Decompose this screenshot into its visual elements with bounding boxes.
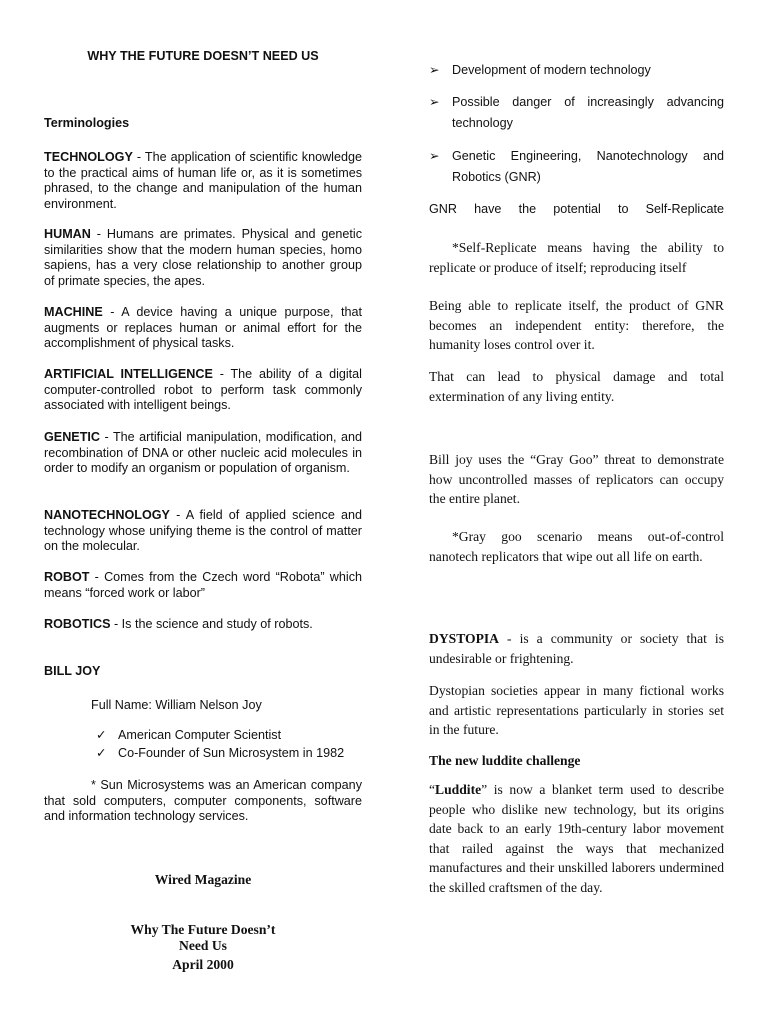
term-label: ROBOTICS	[44, 617, 111, 631]
fact-item	[96, 728, 362, 744]
luddite-heading: The new luddite challenge	[429, 753, 581, 768]
term-definition: - Humans are primates. Physical and genetic similarities show that the modern human species, homo sapiens, has a very close relationship to another group of primate species, the apes.	[44, 227, 362, 288]
term-label: HUMAN	[44, 227, 91, 241]
term-definition: - A device having a unique purpose, that augments or replaces human or animal effort for the accomplishment of physical tasks.	[44, 305, 362, 351]
bullet-item	[429, 92, 724, 133]
gray-goo-paragraph: Bill joy uses the “Gray Goo” threat to demonstrate how uncontrolled masses of replicators can occupy the entire planet.	[429, 452, 724, 506]
term-machine	[44, 305, 362, 352]
self-replicate-note: *Self-Replicate means having the ability to replicate or produce of itself; reproducing itself	[429, 240, 724, 275]
bullet-item	[429, 60, 724, 81]
term-label: MACHINE	[44, 305, 103, 319]
term-definition: - The application of scientific knowledge to the practical aims of human life or, as it is sometimes phrased, to the change and manipulation of the human environment.	[44, 150, 362, 211]
terminologies-heading: Terminologies	[44, 116, 130, 130]
full-name: Full Name: William Nelson Joy	[91, 698, 262, 712]
term-definition: - Comes from the Czech word “Robota” which means “forced work or labor”	[44, 570, 362, 600]
term-definition: - Is the science and study of robots.	[110, 617, 313, 631]
dystopian-paragraph: Dystopian societies appear in many fictional works and artistic representations particularly in stories set in the future.	[429, 683, 724, 737]
term-artificial-intelligence	[44, 367, 362, 414]
magazine-name: Wired Magazine	[154, 872, 252, 887]
dystopia-definition	[429, 629, 724, 668]
fact-text: American Computer Scientist	[118, 728, 282, 742]
term-human	[44, 227, 362, 289]
dystopia-term: DYSTOPIA	[429, 631, 499, 646]
check-icon: ✓	[96, 746, 107, 760]
fact-text: Co-Founder of Sun Microsystem in 1982	[118, 746, 345, 760]
luddite-text: ” is now a blanket term used to describe people who dislike new technology, but its origins date back to an early 19th-century labor movement that railed against the ways that mechanized manufactures and their unskilled laborers undermined the skilled craftsmen of the day.	[429, 782, 724, 895]
term-label: NANOTECHNOLOGY	[44, 508, 170, 522]
article-title-line1: Why The Future Doesn’t	[130, 922, 276, 937]
open-quote: “	[429, 782, 436, 797]
luddite-term: Luddite	[435, 782, 482, 797]
luddite-paragraph	[429, 780, 724, 897]
term-definition: - The artificial manipulation, modification, and recombination of DNA or other nucleic acid molecules in order to modify an organism or population of organism.	[44, 430, 362, 476]
independent-entity-paragraph: Being able to replicate itself, the product of GNR becomes an independent entity: therefore, the humanity loses control over it.	[429, 298, 724, 352]
bullet-text: Development of modern technology	[452, 63, 651, 77]
term-label: TECHNOLOGY	[44, 150, 133, 164]
arrow-bullet-icon: ➢	[429, 63, 440, 77]
term-nanotechnology	[44, 508, 362, 555]
term-robotics	[44, 617, 362, 633]
article-date: April 2000	[172, 957, 234, 972]
fact-item	[96, 746, 362, 762]
gray-goo-note: *Gray goo scenario means out-of-control nanotech replicators that wipe out all life on earth.	[429, 529, 724, 564]
check-icon: ✓	[96, 728, 107, 742]
term-technology	[44, 150, 362, 212]
term-definition: - The ability of a digital computer-controlled robot to perform task commonly associated with intelligent beings.	[44, 367, 362, 413]
term-genetic	[44, 430, 362, 477]
bill-joy-heading: BILL JOY	[44, 664, 101, 678]
arrow-bullet-icon: ➢	[429, 149, 440, 163]
sun-microsystems-note: * Sun Microsystems was an American company that sold computers, computer components, software and information technology services.	[44, 778, 362, 824]
dystopia-text: - is a community or society that is undesirable or frightening.	[429, 631, 724, 666]
bullet-item	[429, 146, 724, 187]
term-label: ROBOT	[44, 570, 90, 584]
damage-paragraph: That can lead to physical damage and total extermination of any living entity.	[429, 369, 724, 404]
document-title: WHY THE FUTURE DOESN’T NEED US	[87, 49, 319, 63]
term-label: GENETIC	[44, 430, 100, 444]
gnr-statement: GNR have the potential to Self-Replicate	[429, 202, 724, 216]
term-label: ARTIFICIAL INTELLIGENCE	[44, 367, 213, 381]
bullet-text: Possible danger of increasingly advancing technology	[452, 95, 724, 130]
bullet-text: Genetic Engineering, Nanotechnology and Robotics (GNR)	[452, 149, 724, 184]
arrow-bullet-icon: ➢	[429, 95, 440, 109]
article-title-line2: Need Us	[179, 938, 227, 953]
term-definition: - A field of applied science and technology whose unifying theme is the control of matter on the molecular.	[44, 508, 362, 554]
term-robot	[44, 570, 362, 601]
